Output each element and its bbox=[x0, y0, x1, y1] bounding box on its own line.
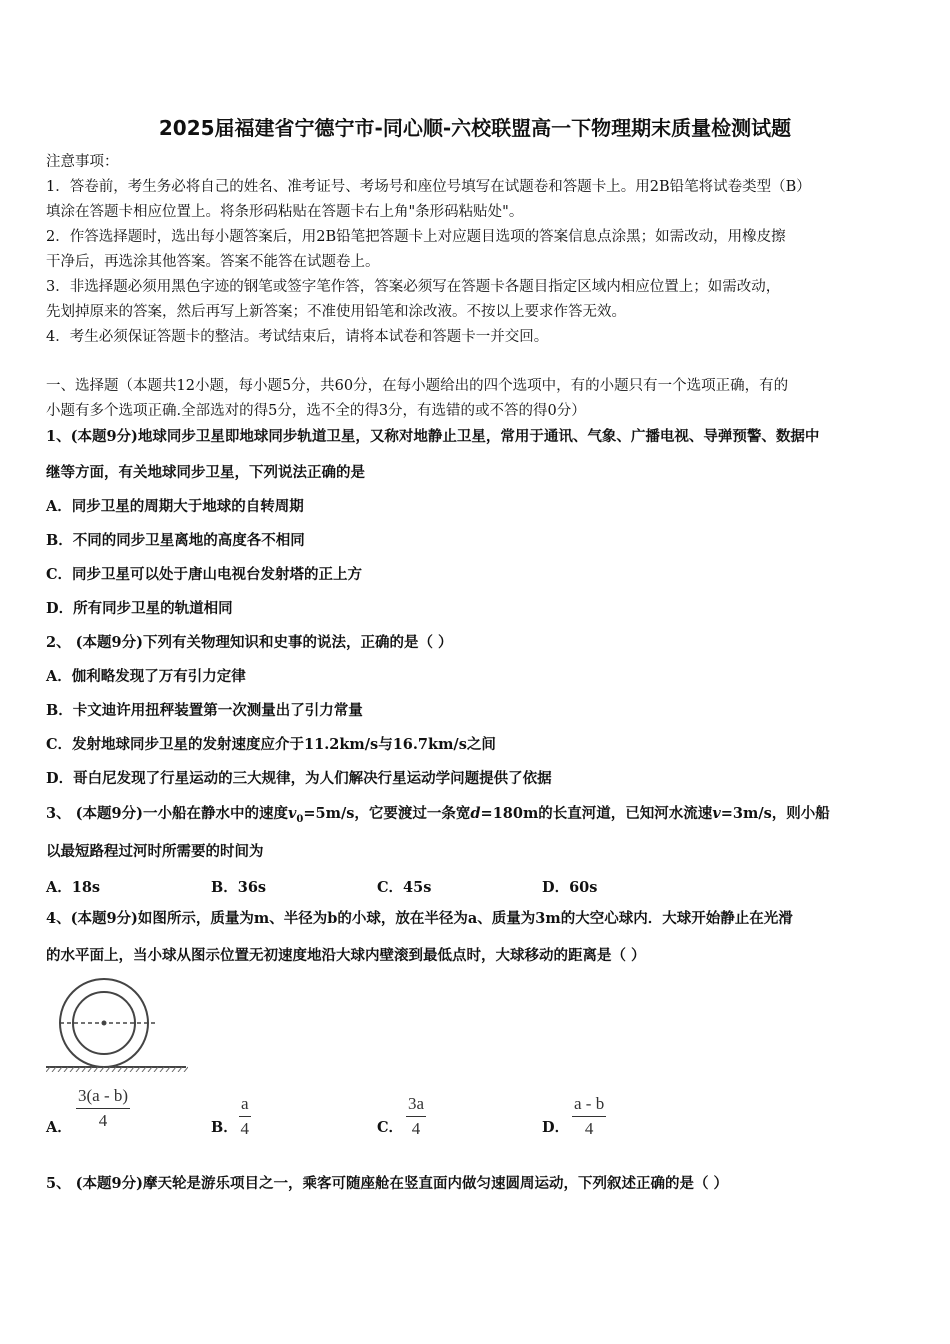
question-4-option-c-label: C． bbox=[377, 1119, 404, 1136]
question-2-stem: 2、 (本题9分)下列有关物理知识和史事的说法，正确的是（ ） bbox=[46, 634, 453, 651]
question-2-option-b: B．卡文迪许用扭秤装置第一次测量出了引力常量 bbox=[46, 702, 363, 719]
question-3-option-b: B．36s bbox=[211, 879, 267, 896]
question-4-stem: 的水平面上，当小球从图示位置无初速度地沿大球内壁滚到最低点时，大球移动的距离是（ ） bbox=[46, 947, 646, 964]
question-1-option-d: D．所有同步卫星的轨道相同 bbox=[46, 600, 233, 617]
section-heading: 一、选择题（本题共12小题，每小题5分，共60分，在每小题给出的四个选项中，有的小题只有一个选项正确，有的 bbox=[46, 378, 789, 394]
question-3-option-d: D．60s bbox=[542, 879, 598, 896]
page-title: 2025届福建省宁德宁市-同心顺-六校联盟高一下物理期末质量检测试题 bbox=[158, 116, 792, 140]
notice-line: 干净后，再选涂其他答案。答案不能答在试题卷上。 bbox=[46, 254, 380, 270]
question-4-option-d-fraction: a - b 4 bbox=[574, 1094, 605, 1138]
notice-line: 2．作答选择题时，选出每小题答案后，用2B铅笔把答题卡上对应题目选项的答案信息点涂黑；如需改动，用橡皮擦 bbox=[46, 229, 786, 245]
question-3-stem: 3、 (本题9分)一小船在静水中的速度$v_0=5m/s$，它要渡过一条宽d=180m的长直河道，已知河水流速v=3m/s，则小船 bbox=[46, 805, 830, 825]
question-1-stem: 继等方面，有关地球同步卫星，下列说法正确的是 bbox=[46, 464, 365, 481]
question-2-option-d: D．哥白尼发现了行星运动的三大规律，为人们解决行星运动学问题提供了依据 bbox=[46, 770, 552, 787]
notice-line: 填涂在答题卡相应位置上。将条形码粘贴在答题卡右上角"条形码粘贴处"。 bbox=[46, 204, 524, 220]
question-4-stem: 4、(本题9分)如图所示，质量为m、半径为b的小球，放在半径为a、质量为3m的大空心球内．大球开始静止在光滑 bbox=[46, 910, 793, 927]
question-2-option-c: C．发射地球同步卫星的发射速度应介于11.2km/s与16.7km/s之间 bbox=[46, 736, 496, 753]
notice-line: 3．非选择题必须用黑色字迹的钢笔或签字笔作答，答案必须写在答题卡各题目指定区域内相应位置上；如需改动， bbox=[46, 279, 781, 295]
question-3-option-a: A．18s bbox=[46, 879, 101, 896]
question-1-option-c: C．同步卫星可以处于唐山电视台发射塔的正上方 bbox=[46, 566, 363, 583]
notice-line: 先划掉原来的答案，然后再写上新答案；不准使用铅笔和涂改液。不按以上要求作答无效。 bbox=[46, 304, 626, 320]
question-4-option-c-fraction: 3a 4 bbox=[408, 1094, 425, 1138]
question-4-option-a-label: A． bbox=[46, 1119, 72, 1136]
question-4-option-a-fraction: 3(a - b) 4 bbox=[78, 1086, 129, 1130]
notice-line: 4．考生必须保证答题卡的整洁。考试结束后，请将本试卷和答题卡一并交回。 bbox=[46, 329, 549, 345]
question-3-stem: 以最短路程过河时所需要的时间为 bbox=[46, 843, 264, 860]
notice-heading: 注意事项： bbox=[46, 154, 119, 170]
question-1-option-b: B．不同的同步卫星离地的高度各不相同 bbox=[46, 532, 305, 549]
notice-line: 1．答卷前，考生务必将自己的姓名、准考证号、考场号和座位号填写在试题卷和答题卡上。用2B铅笔将试卷类型（B） bbox=[46, 179, 811, 195]
question-2-option-a: A．伽利略发现了万有引力定律 bbox=[46, 668, 246, 685]
section-heading: 小题有多个选项正确.全部选对的得5分，选不全的得3分，有选错的或不答的得0分） bbox=[46, 403, 586, 419]
question-4-option-b-fraction: a 4 bbox=[240, 1094, 250, 1138]
question-1-option-a: A．同步卫星的周期大于地球的自转周期 bbox=[46, 498, 304, 515]
spheres-diagram bbox=[46, 976, 188, 1072]
question-3-option-c: C．45s bbox=[377, 879, 432, 896]
question-5-stem: 5、 (本题9分)摩天轮是游乐项目之一，乘客可随座舱在竖直面内做匀速圆周运动，下列叙述正确的是（ ） bbox=[46, 1175, 728, 1192]
question-4-option-d-label: D． bbox=[542, 1119, 570, 1136]
question-4-option-b-label: B． bbox=[211, 1119, 238, 1136]
question-1-stem: 1、(本题9分)地球同步卫星即地球同步轨道卫星，又称对地静止卫星，常用于通讯、气象、广播电视、导弹预警、数据中 bbox=[46, 428, 820, 445]
